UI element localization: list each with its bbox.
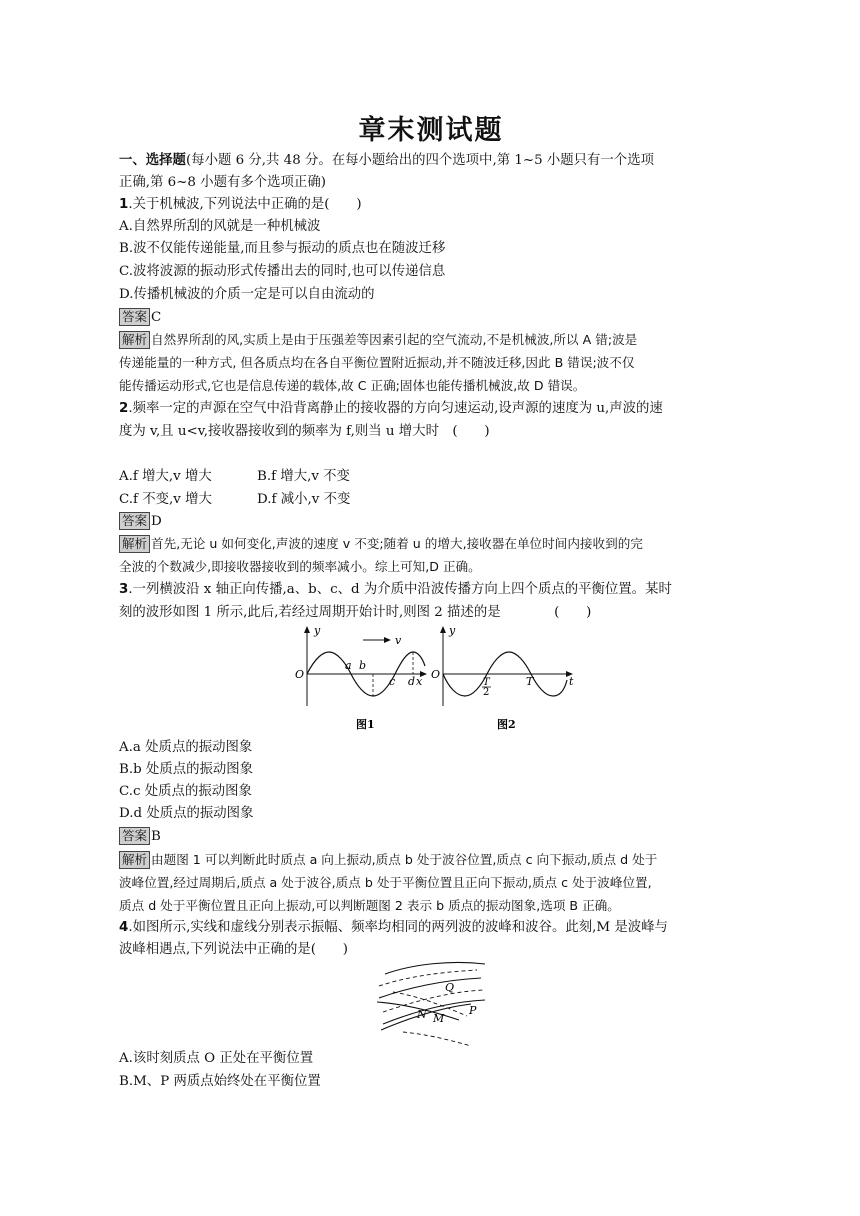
question-2-analysis-1 xyxy=(119,533,643,555)
trough-line-1 xyxy=(379,970,477,986)
question-3-stem-2: 刻的波形如图 1 所示,此后,若经过周期开始计时,则图 2 描述的是 ( ) xyxy=(119,605,592,620)
crest-line-1 xyxy=(385,962,485,974)
question-3-option-b: B.b 处质点的振动图象 xyxy=(119,762,254,777)
trough-line-b2 xyxy=(403,1032,471,1046)
question-2-text-1: .频率一定的声源在空气中沿背离静止的接收器的方向匀速运动,设声源的速度为 u,声波的速 xyxy=(128,401,663,416)
question-1-analysis-2: 传递能量的一种方式, 但各质点均在各自平衡位置附近振动,并不随波迁移,因此 B 错误;波不仅 xyxy=(119,355,635,370)
question-3-analysis-3: 质点 d 处于平衡位置且正向上振动,可以判断题图 2 表示 b 质点的振动图象,选项 B 正确。 xyxy=(119,898,620,913)
point-c-label: c xyxy=(389,675,396,688)
analysis-tag: 解析 xyxy=(119,331,150,349)
y-axis-label: y xyxy=(449,624,456,637)
question-1-analysis-3: 能传播运动形式,它也是信息传递的载体,故 C 正确;固体也能传播机械波,故 D 错误。 xyxy=(119,378,586,393)
point-q-label: Q xyxy=(445,981,455,994)
question-3-option-a: A.a 处质点的振动图象 xyxy=(119,740,253,755)
velocity-arrow-head xyxy=(384,637,391,643)
y-axis-arrow xyxy=(304,626,310,633)
question-3-analysis-1 xyxy=(119,849,657,871)
answer-tag: 答案 xyxy=(119,308,150,326)
section-1-desc-1: (每小题 6 分,共 48 分。在每小题给出的四个选项中,第 1~5 小题只有一个选项 xyxy=(185,153,654,168)
answer-value: B xyxy=(151,829,161,844)
analysis-text: 首先,无论 u 如何变化,声波的速度 v 不变;随着 u 的增大,接收器在单位时间内接收到的完 xyxy=(151,536,643,551)
period-label: T xyxy=(526,675,534,688)
question-2-answer xyxy=(119,511,162,533)
page-title: 章末测试题 xyxy=(358,115,504,146)
analysis-text: 自然界所刮的风,实质上是由于压强差等因素引起的空气流动,不是机械波,所以 A 错;波是 xyxy=(151,332,638,347)
question-3-text-1: .一列横波沿 x 轴正向传播,a、b、c、d 为介质中沿波传播方向上四个质点的平衡位置。某时 xyxy=(128,582,672,597)
half-period-numerator: T xyxy=(483,677,490,688)
question-2-option-a: A.f 增大,v 增大 xyxy=(119,469,212,484)
section-1-intro xyxy=(119,150,654,172)
crest-line-2 xyxy=(379,978,481,998)
question-4-number: 4 xyxy=(119,920,129,935)
point-a-label: a xyxy=(345,659,352,672)
question-1-answer xyxy=(119,307,161,329)
question-3-option-c: C.c 处质点的振动图象 xyxy=(119,784,252,799)
question-3-number: 3 xyxy=(119,582,129,597)
question-1-option-d: D.传播机械波的介质一定是可以自由流动的 xyxy=(119,287,375,302)
analysis-text: 由题图 1 可以判断此时质点 a 向上振动,质点 b 处于波谷位置,质点 c 向下振动,质点 d 处于 xyxy=(151,852,658,867)
x-axis-label: x xyxy=(416,675,423,688)
y-axis-label: y xyxy=(314,624,321,637)
figure-2-caption: 图2 xyxy=(497,718,516,731)
question-1-stem xyxy=(119,194,362,216)
answer-value: C xyxy=(151,310,162,325)
velocity-label: v xyxy=(395,634,402,647)
question-4-stem-1 xyxy=(119,917,668,939)
analysis-tag: 解析 xyxy=(119,535,150,553)
point-n-label: N xyxy=(417,1008,427,1021)
question-3-stem-1 xyxy=(119,579,672,601)
point-p-label: P xyxy=(469,1004,477,1017)
figure-1-caption: 图1 xyxy=(356,718,375,731)
question-4-text-1: .如图所示,实线和虚线分别表示振幅、频率均相同的两列波的波峰和波谷。此刻,M 是波峰与 xyxy=(128,920,668,935)
wave-figure-1 xyxy=(289,622,429,732)
question-3-answer xyxy=(119,826,161,848)
question-4-option-a: A.该时刻质点 O 正处在平衡位置 xyxy=(119,1051,314,1066)
analysis-tag: 解析 xyxy=(119,851,150,869)
question-1-option-c: C.波将波源的振动形式传播出去的同时,也可以传递信息 xyxy=(119,264,446,279)
wave-figure-2 xyxy=(429,622,579,732)
interference-figure xyxy=(373,958,493,1054)
question-2-stem-1 xyxy=(119,398,663,420)
question-1-option-b: B.波不仅能传递能量,而且参与振动的质点也在随波迁移 xyxy=(119,241,446,256)
question-1-analysis-1 xyxy=(119,329,637,351)
origin-label: O xyxy=(295,668,305,681)
question-4-stem-2: 波峰相遇点,下列说法中正确的是( ) xyxy=(119,942,348,957)
point-m-label: M xyxy=(433,1012,445,1025)
half-period-denominator: 2 xyxy=(483,687,490,698)
question-1-number: 1 xyxy=(119,197,129,212)
question-4-option-b: B.M、P 两质点始终处在平衡位置 xyxy=(119,1074,321,1089)
answer-tag: 答案 xyxy=(119,512,150,530)
question-2-option-b: B.f 增大,v 不变 xyxy=(257,469,350,484)
answer-tag: 答案 xyxy=(119,827,150,845)
question-2-stem-2: 度为 v,且 u<v,接收器接收到的频率为 f,则当 u 增大时 ( ) xyxy=(119,424,490,439)
question-2-number: 2 xyxy=(119,401,129,416)
point-d-label: d xyxy=(408,675,416,688)
question-3-option-d: D.d 处质点的振动图象 xyxy=(119,806,254,821)
origin-label: O xyxy=(431,668,441,681)
y-axis-arrow xyxy=(440,626,446,633)
question-2-analysis-2: 全波的个数减少,即接收器接收到的频率减小。综上可知,D 正确。 xyxy=(119,559,481,574)
question-2-option-c: C.f 不变,v 增大 xyxy=(119,492,212,507)
answer-value: D xyxy=(151,514,162,529)
question-2-option-d: D.f 减小,v 不变 xyxy=(257,492,351,507)
question-1-text: .关于机械波,下列说法中正确的是( ) xyxy=(128,197,362,212)
section-1-desc-2: 正确,第 6~8 小题有多个选项正确) xyxy=(119,175,326,190)
section-1-heading: 一、选择题 xyxy=(119,153,186,168)
point-b-label: b xyxy=(359,659,367,672)
question-3-analysis-2: 波峰位置,经过周期后,质点 a 处于波谷,质点 b 处于平衡位置且正向下振动,质点 c 处于波峰位置, xyxy=(119,875,652,890)
t-axis-label: t xyxy=(569,675,574,688)
question-1-option-a: A.自然界所刮的风就是一种机械波 xyxy=(119,219,321,234)
